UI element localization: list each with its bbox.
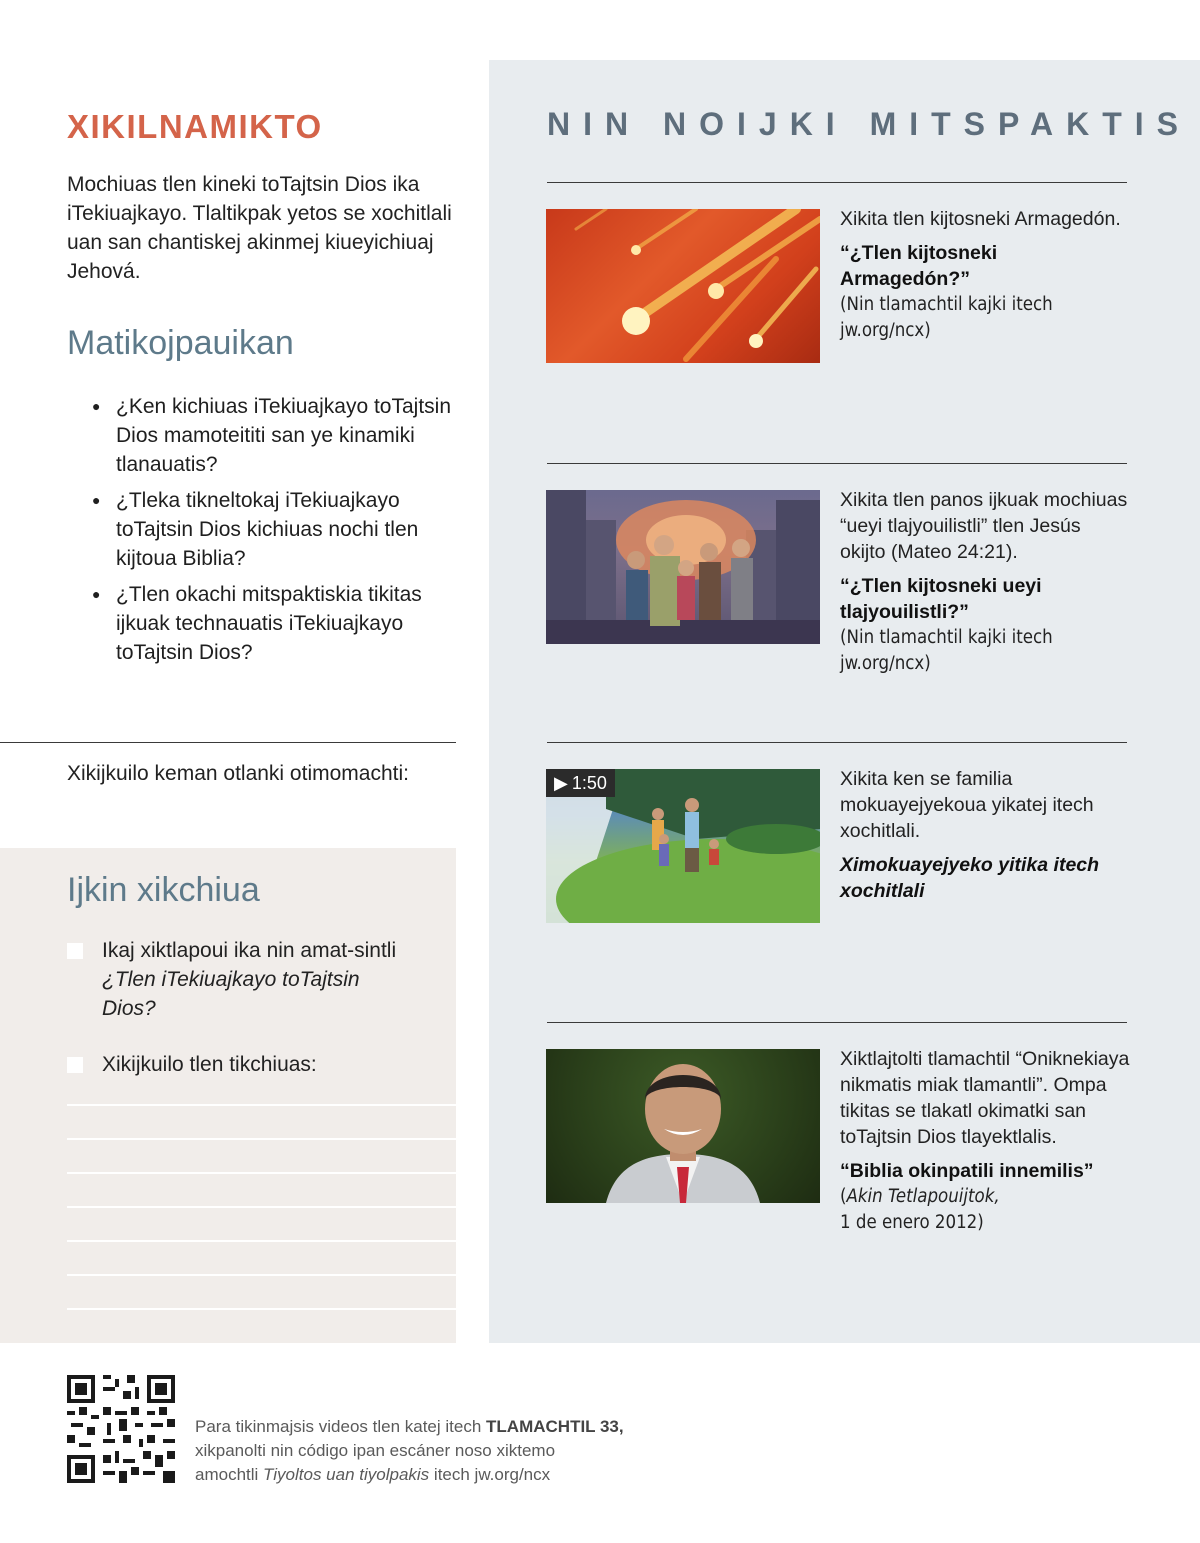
- article-link[interactable]: “¿Tlen kijtosneki ueyi tlajyouilistli?”: [840, 575, 1042, 623]
- item-description: Xiktlajtolti tlamachtil “Oniknekiaya nikmatis miak tlamantli”. Ompa tikitas se tlakatl okimatki san toTajtsin Dios tlayektlalis.: [840, 1048, 1130, 1148]
- writing-line[interactable]: [67, 1240, 456, 1242]
- video-duration-badge[interactable]: [546, 769, 615, 797]
- summary-heading: XIKILNAMIKTO: [67, 108, 323, 145]
- date-prompt: Xikijkuilo keman otlanki otimomachti:: [67, 762, 409, 785]
- homework-box: [0, 848, 456, 1343]
- divider: [547, 182, 1127, 183]
- divider: [547, 1022, 1127, 1023]
- item-description: Xikita ken se familia mokuayejyekoua yikatej itech xochitlali.: [840, 768, 1094, 842]
- list-item: ● ¿Tleka tikneltokaj iTekiuajkayo toTajtsin Dios kichiuas nochi tlen kijtoua Biblia?: [92, 486, 452, 573]
- item-paradise-video: [840, 766, 1130, 904]
- list-item: ● ¿Ken kichiuas iTekiuajkayo toTajtsin Dios mamoteititi san ye kinamiki tlanauatis?: [92, 392, 452, 479]
- review-questions: [92, 392, 452, 674]
- writing-line[interactable]: [67, 1172, 456, 1174]
- task-label: Xikijkuilo tlen tikchiuas:: [102, 1053, 317, 1076]
- article-source: (Akin Tetlapouijtok, 1 de enero 2012): [840, 1186, 1000, 1233]
- family-in-paradise-image[interactable]: [546, 769, 820, 923]
- article-source: (Nin tlamachtil kajki itech jw.org/ncx): [840, 627, 1053, 674]
- writing-line[interactable]: [67, 1104, 456, 1106]
- review-heading: Matikojpauikan: [67, 324, 294, 362]
- homework-heading: Ijkin xikchiua: [67, 871, 260, 909]
- meteor-shower-image[interactable]: [546, 209, 820, 363]
- list-item: ● ¿Tlen okachi mitspaktiskia tikitas ijkuak technauatis iTekiuajkayo toTajtsin Dios?: [92, 580, 452, 667]
- article-link[interactable]: “¿Tlen kijtosneki Armagedón?”: [840, 242, 998, 290]
- item-description: Xikita tlen panos ijkuak mochiuas “ueyi tlajyouilistli” tlen Jesús okijto (Mateo 24:21).: [840, 489, 1128, 563]
- family-in-city-disaster-image[interactable]: [546, 490, 820, 644]
- article-link[interactable]: “Biblia okinpatili innemilis”: [840, 1160, 1094, 1182]
- task-label: Ikaj xiktlapoui ika nin amat-sintli ¿Tlen iTekiuajkayo toTajtsin Dios?: [102, 939, 397, 1020]
- video-duration: 1:50: [571, 773, 607, 793]
- task-checkbox[interactable]: [67, 1057, 83, 1073]
- writing-line[interactable]: [67, 1206, 456, 1208]
- play-icon: ▶: [554, 773, 568, 793]
- article-source: (Nin tlamachtil kajki itech jw.org/ncx): [840, 294, 1053, 341]
- summary-text: Mochiuas tlen kineki toTajtsin Dios ika iTekiuajkayo. Tlaltikpak yetos se xochitlali uan san chantiskej akinmej kiueyichiuaj Jehová.: [67, 173, 452, 283]
- task-checkbox[interactable]: [67, 943, 83, 959]
- smiling-man-portrait-image[interactable]: [546, 1049, 820, 1203]
- writing-line[interactable]: [67, 1138, 456, 1140]
- writing-line[interactable]: [67, 1308, 456, 1310]
- item-great-tribulation: [840, 487, 1130, 677]
- item-armageddon: [840, 206, 1130, 344]
- qr-code-icon[interactable]: [67, 1375, 175, 1483]
- related-content-heading: NIN NOIJKI MITSPAKTIS: [547, 106, 1191, 142]
- item-description: Xikita tlen kijtosneki Armagedón.: [840, 208, 1121, 230]
- item-bible-changed-lives: [840, 1046, 1130, 1236]
- writing-line[interactable]: [67, 1274, 456, 1276]
- divider: [547, 463, 1127, 464]
- footer-note: Para tikinmajsis videos tlen katej itech TLAMACHTIL 33, xikpanolti nin código ipan escáner noso xiktemo amochtli Tiyoltos uan tiyolpakis itech jw.org/ncx: [195, 1417, 624, 1484]
- video-link[interactable]: Ximokuayejyeko yitika itech xochitlali: [840, 854, 1100, 902]
- divider: [547, 742, 1127, 743]
- divider: [0, 742, 456, 743]
